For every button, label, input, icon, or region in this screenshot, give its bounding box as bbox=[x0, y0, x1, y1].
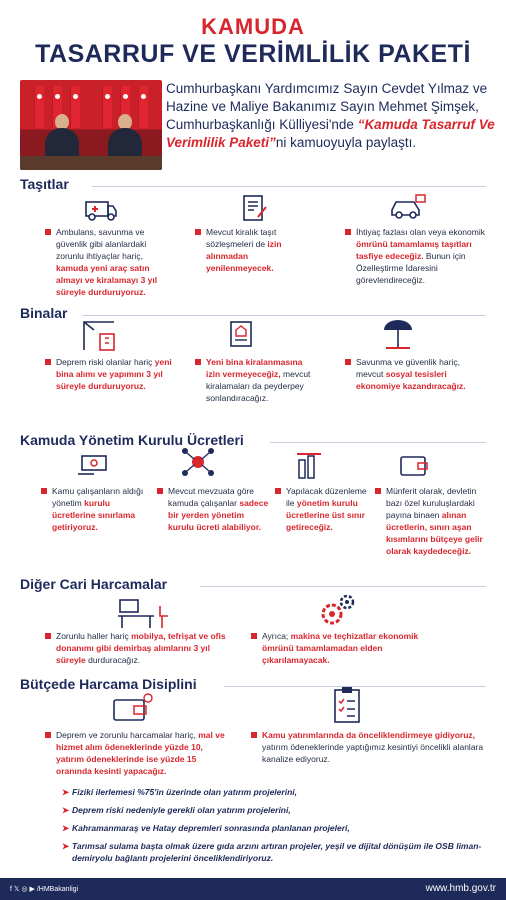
footer bbox=[0, 878, 506, 900]
list-item: Yapılacak düzenleme ile yönetim kurulu ücretlerine üst sınır getireceğiz. bbox=[286, 485, 368, 533]
priority-item: ➤ Deprem riski nedeniyle gerekli olan yatırım projelerini, bbox=[62, 805, 291, 815]
wallet-payment-icon bbox=[110, 692, 154, 726]
social-handle[interactable]: f 𝕏 ◎ ▶ /HMBakanligi bbox=[10, 886, 79, 893]
list-item: İhtiyaç fazlası olan veya ekonomik ömrünü tamamlamış taşıtları tasfiye edeceğiz. Bunun için Özelleştirme İdaresini görevlendireceğiz. bbox=[356, 226, 486, 286]
section-tasitlar bbox=[20, 176, 486, 192]
section-title: Diğer Cari Harcamalar bbox=[20, 576, 168, 592]
website-link[interactable]: www.hmb.gov.tr bbox=[425, 883, 496, 894]
title-top: KAMUDA bbox=[201, 14, 305, 39]
gears-icon bbox=[318, 592, 358, 630]
list-item: Deprem riski olanlar hariç yeni bina alımı ve yapımını 3 yıl süreyle durduruyoruz. bbox=[56, 356, 176, 392]
wallet-icon bbox=[398, 452, 430, 478]
list-item: Münferit olarak, devletin bazı özel kuruluşlardaki payına binaen alınan ücretlerin, sınırı aşan kısımlarını bütçeye gelir olarak kaydedeceğiz. bbox=[386, 485, 490, 557]
priority-item: ➤ Tarımsal sulama başta olmak üzere gıda arzını artıran projeler, yeşil ve dijital dönüşüm ile OSB liman-demiryolu bağlantı projelerini önceliklendiriyoruz. bbox=[62, 841, 482, 863]
cap-limit-icon bbox=[294, 450, 324, 480]
page-title: TASARRUF VE VERİMLİLİK PAKETİ bbox=[35, 40, 471, 68]
section-title: Binalar bbox=[20, 305, 68, 321]
checklist-icon bbox=[330, 686, 366, 726]
list-item: Kamu yatırımlarında da önceliklendirmeye gidiyoruz, yatırım ödeneklerinde yaptığımız kesintiyi öncelikli alanlara kanalize ediyoruz. bbox=[262, 729, 484, 765]
list-item: Deprem ve zorunlu harcamalar hariç, mal ve hizmet alım ödeneklerinde yüzde 10, yatırım ödeneklerinde ise yüzde 15 oranında kesinti yapacağız. bbox=[56, 729, 231, 777]
list-item: Zorunlu haller hariç mobilya, tefrişat ve ofis donanımı gibi demirbaş alımlarını 3 yıl süreyle durduracağız. bbox=[56, 630, 226, 666]
office-desk-icon bbox=[116, 596, 172, 630]
contract-icon bbox=[240, 193, 270, 223]
section-title: Taşıtlar bbox=[20, 176, 69, 192]
list-item: Ambulans, savunma ve güvenlik gibi alanlardaki zorunlu ihtiyaçlar hariç, kamuda yeni araç satın almayı ve kiralamayı 3 yıl süreyle durduruyoruz. bbox=[56, 226, 176, 298]
list-item: Ayrıca; makina ve teçhizatlar ekonomik ömrünü tamamlamadan elden çıkarılamayacak. bbox=[262, 630, 442, 666]
section-title: Kamuda Yönetim Kurulu Ücretleri bbox=[20, 432, 244, 448]
money-hand-icon bbox=[76, 452, 110, 478]
list-item: Mevcut kiralık taşıt sözleşmeleri de izin alınmadan yenilenmeyecek. bbox=[206, 226, 316, 274]
section-yonetim-kurulu bbox=[20, 432, 486, 448]
section-title: Bütçede Harcama Disiplini bbox=[20, 676, 197, 692]
section-butce bbox=[20, 676, 486, 692]
priority-item: ➤ Kahramanmaraş ve Hatay depremleri sonrasında planlanan projeleri, bbox=[62, 823, 350, 833]
intro-text: Cumhurbaşkanı Yardımcımız Sayın Cevdet Yılmaz ve Hazine ve Maliye Bakanımız Sayın Mehmet Şimşek, Cumhurbaşkanlığı Külliyesi'nde “Kamuda Tasarruf Ve Verimlilik Paketi”ni kamuoyuyla paylaştı. bbox=[166, 81, 495, 150]
priority-item: ➤ Fiziki ilerlemesi %75'in üzerinde olan yatırım projelerini, bbox=[62, 787, 297, 797]
section-diger-cari bbox=[20, 576, 486, 592]
beach-umbrella-icon bbox=[380, 316, 416, 350]
network-icon bbox=[180, 446, 216, 478]
list-item: Mevcut mevzuata göre kamuda çalışanlar sadece bir yerden yönetim kurulu ücreti alabiliyor. bbox=[168, 485, 272, 533]
ambulance-icon bbox=[84, 196, 118, 222]
list-item: Yeni bina kiralanmasına izin vermeyeceğiz, mevcut kiralamaları da peyderpey sonlandıracağız. bbox=[206, 356, 316, 404]
rent-document-icon bbox=[226, 318, 258, 350]
list-item: Savunma ve güvenlik hariç, mevcut sosyal tesisleri ekonomiye kazandıracağız. bbox=[356, 356, 486, 392]
list-item: Kamu çalışanların aldığı yönetim kurulu ücretlerine sınırlama getiriyoruz. bbox=[52, 485, 152, 533]
car-sale-icon bbox=[388, 192, 428, 220]
press-conference-photo bbox=[20, 80, 162, 170]
construction-crane-icon bbox=[78, 316, 122, 352]
